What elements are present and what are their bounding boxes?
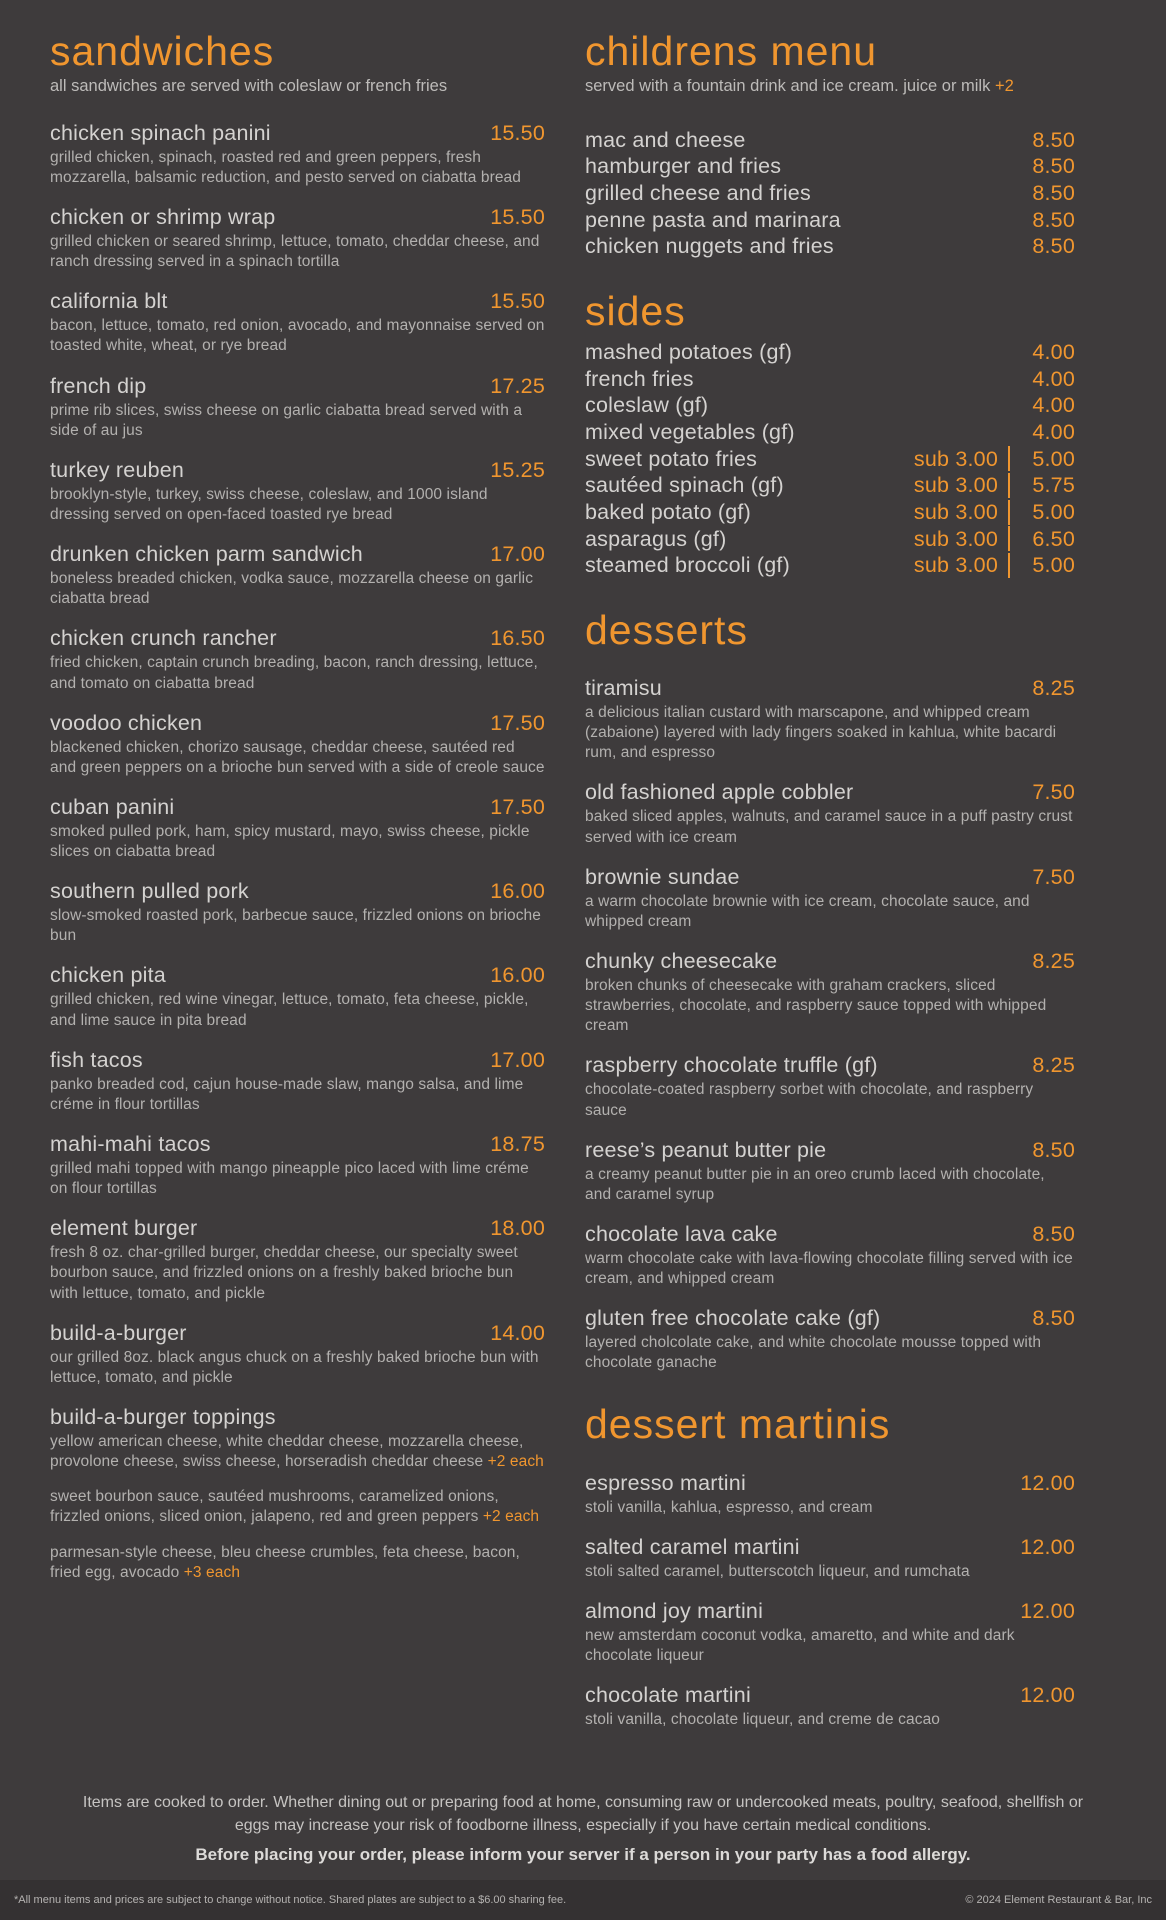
item-row [585, 865, 1075, 890]
item-name: sweet potato fries [585, 446, 758, 471]
item-description: a creamy peanut butter pie in an oreo crumb laced with chocolate, and caramel syrup [585, 1165, 1045, 1203]
footer-legal [82, 1791, 1085, 1868]
item-row [50, 1405, 545, 1430]
menu-item [585, 780, 1075, 847]
item-name: mahi-mahi tacos [50, 1132, 211, 1157]
item-name: chicken crunch rancher [50, 626, 277, 651]
item-sub-price: sub 3.00 [913, 473, 998, 498]
item-description [50, 1487, 545, 1527]
item-name: raspberry chocolate truffle (gf) [585, 1053, 878, 1078]
item-row [585, 780, 1075, 805]
item-name: fish tacos [50, 1047, 143, 1072]
item-name: chicken pita [50, 963, 166, 988]
item-row [585, 1683, 1075, 1708]
item-price: 17.50 [490, 794, 545, 819]
item-row [50, 374, 545, 399]
menu-item [50, 1405, 545, 1583]
item-price: 17.25 [490, 373, 545, 398]
menu-item [50, 121, 545, 188]
fine-print-left: *All menu items and prices are subject to change without notice. Shared plates are subject to a $6.00 sharing fee. [14, 1894, 567, 1906]
topping-upcharge: +2 each [487, 1453, 544, 1471]
menu-item [585, 472, 1075, 499]
item-description: slow-smoked roasted pork, barbecue sauce, frizzled onions on brioche bun [50, 907, 542, 945]
item-price: 8.50 [1032, 1221, 1075, 1246]
item-price: 15.50 [490, 289, 545, 314]
item-name: chocolate martini [585, 1683, 751, 1708]
item-row [585, 392, 1075, 419]
item-sub-price: sub 3.00 [913, 526, 998, 551]
item-description: a delicious italian custard with marscapone, and whipped cream (zabaione) layered with lady fingers soaked in kahlua, white bacardi rum, and espresso [585, 703, 1057, 762]
menu-item [585, 1138, 1075, 1205]
item-description: stoli vanilla, chocolate liqueur, and creme de cacao [585, 1711, 941, 1729]
item-price: 14.00 [490, 1320, 545, 1345]
item-price: 18.00 [490, 1216, 545, 1241]
item-price: 17.50 [490, 710, 545, 735]
section-subtitle [585, 76, 1075, 97]
item-price: 5.00 [1032, 446, 1075, 471]
item-name: chicken nuggets and fries [585, 234, 834, 259]
topping-list-text: yellow american cheese, white cheddar cheese, mozzarella cheese, provolone cheese, swiss cheese, horseradish cheddar cheese [50, 1433, 524, 1471]
section-items [585, 127, 1075, 260]
item-description: blackened chicken, chorizo sausage, cheddar cheese, sautéed red and green peppers on a brioche bun served with a side of creole sauce [50, 738, 545, 776]
item-description: stoli vanilla, kahlua, espresso, and cream [585, 1498, 873, 1516]
menu-item [585, 499, 1075, 526]
item-price: 8.50 [1032, 180, 1075, 205]
menu-item [585, 446, 1075, 473]
item-description: fresh 8 oz. char-grilled burger, cheddar cheese, our specialty sweet bourbon sauce, and frizzled onions on a freshly baked brioche bun with lettuce, tomato, and pickle [50, 1244, 518, 1302]
item-description: our grilled 8oz. black angus chuck on a freshly baked brioche bun with lettuce, tomato, and pickle [50, 1348, 539, 1386]
item-row [585, 153, 1075, 180]
item-row [585, 1471, 1075, 1496]
menu-item [585, 676, 1075, 763]
menu-item [585, 865, 1075, 932]
item-description: grilled mahi topped with mango pineapple pico laced with lime créme on flour tortillas [50, 1160, 529, 1198]
section-desserts [585, 606, 1075, 1374]
item-name: almond joy martini [585, 1598, 764, 1623]
item-row [585, 180, 1075, 207]
item-price: 18.75 [490, 1132, 545, 1157]
section-items [50, 121, 545, 1583]
item-row [50, 879, 545, 904]
item-price: 15.50 [490, 120, 545, 145]
item-description: stoli salted caramel, butterscotch liqueur, and rumchata [585, 1562, 970, 1580]
topping-upcharge: +2 each [482, 1508, 540, 1526]
item-name: grilled cheese and fries [585, 180, 811, 205]
item-row [585, 366, 1075, 393]
menu-item [585, 153, 1075, 180]
section-subtitle-upcharge: +2 [994, 77, 1014, 96]
item-price: 17.00 [490, 542, 545, 567]
item-row [50, 205, 545, 230]
item-name: mashed potatoes (gf) [585, 340, 793, 364]
allergy-notice: Before placing your order, please inform your server if a person in your party has a food allergy. [195, 1845, 971, 1865]
item-name: chunky cheesecake [585, 948, 778, 973]
item-description: warm chocolate cake with lava-flowing chocolate filling served with ice cream, and whipped cream [585, 1249, 1073, 1288]
item-name: chicken spinach panini [50, 120, 271, 145]
item-price: 4.00 [1032, 419, 1075, 444]
item-price: 8.50 [1032, 1306, 1075, 1331]
menu-item [585, 366, 1075, 393]
item-row [585, 419, 1075, 446]
item-description: bacon, lettuce, tomato, red onion, avocado, and mayonnaise served on toasted white, wheat, or rye bread [50, 317, 545, 355]
item-price: 8.50 [1032, 127, 1075, 152]
menu-item [585, 419, 1075, 446]
cooked-to-order-notice: Items are cooked to order. Whether dining out or preparing food at home, consuming raw or undercooked meats, poultry, seafood, shellfish or eggs may increase your risk of foodborne illness, especially if you have certain medical conditions. [82, 1793, 1084, 1835]
section-childrens-menu [585, 30, 1075, 260]
section-items [585, 339, 1075, 579]
menu-item [50, 1321, 545, 1388]
item-name: mac and cheese [585, 127, 746, 152]
item-row [585, 552, 1075, 579]
item-sub-price: sub 3.00 [913, 446, 998, 471]
item-name: sautéed spinach (gf) [585, 473, 784, 498]
item-description [50, 1432, 545, 1472]
menu-item [50, 1216, 545, 1303]
item-price: 12.00 [1020, 1534, 1075, 1559]
menu-item [585, 526, 1075, 553]
menu-item [585, 1599, 1075, 1666]
item-description: layered cholcolate cake, and white chocolate mousse topped with chocolate ganache [585, 1334, 1042, 1372]
item-row [585, 127, 1075, 154]
section-sides [585, 287, 1075, 579]
menu-item [585, 1306, 1075, 1373]
price-divider [1008, 446, 1010, 471]
item-row [50, 1216, 545, 1241]
item-price: 15.50 [490, 204, 545, 229]
price-divider [1008, 553, 1010, 578]
topping-upcharge: +3 each [183, 1563, 241, 1581]
item-row [585, 1222, 1075, 1247]
item-price: 4.00 [1032, 393, 1075, 418]
item-price: 16.50 [490, 626, 545, 651]
topping-list-text: parmesan-style cheese, bleu cheese crumbles, feta cheese, bacon, fried egg, avocado [50, 1543, 520, 1581]
item-name: tiramisu [585, 675, 662, 700]
item-sub-price: sub 3.00 [913, 499, 998, 524]
item-row [50, 289, 545, 314]
section-sandwiches [50, 30, 545, 1583]
menu-item [585, 339, 1075, 366]
section-title: dessert martinis [585, 1401, 891, 1448]
item-description: fried chicken, captain crunch breading, bacon, ranch dressing, lettuce, and tomato on ciabatta bread [50, 654, 538, 692]
menu-item [50, 963, 545, 1030]
menu-item [50, 1132, 545, 1199]
item-name: cuban panini [50, 794, 175, 819]
item-description: a warm chocolate brownie with ice cream, chocolate sauce, and whipped cream [585, 892, 1030, 930]
item-price: 17.00 [490, 1047, 545, 1072]
price-divider [1008, 526, 1010, 551]
item-row [585, 1599, 1075, 1624]
item-name: voodoo chicken [50, 710, 203, 735]
topping-list-text: sweet bourbon sauce, sautéed mushrooms, caramelized onions, frizzled onions, sliced onion, jalapeno, red and green peppers [50, 1488, 499, 1526]
item-price: 7.50 [1032, 780, 1075, 805]
item-name: chicken or shrimp wrap [50, 204, 276, 229]
item-row [585, 499, 1075, 526]
menu-item [585, 1471, 1075, 1518]
item-price: 16.00 [490, 963, 545, 988]
item-name: baked potato (gf) [585, 499, 751, 524]
menu-item [585, 207, 1075, 234]
item-price: 16.00 [490, 879, 545, 904]
item-name: coleslaw (gf) [585, 393, 709, 418]
item-row [50, 121, 545, 146]
item-row [585, 949, 1075, 974]
item-price: 8.50 [1032, 234, 1075, 259]
left-column [50, 30, 545, 1760]
item-description: broken chunks of cheesecake with graham crackers, sliced strawberries, chocolate, and raspberry sauce topped with whipped cream [585, 976, 1047, 1035]
item-name: penne pasta and marinara [585, 207, 841, 232]
price-divider [1008, 473, 1010, 498]
menu-item [585, 180, 1075, 207]
item-row [585, 207, 1075, 234]
item-name: southern pulled pork [50, 879, 249, 904]
fine-print-bar [0, 1880, 1166, 1920]
item-description: grilled chicken or seared shrimp, lettuce, tomato, cheddar cheese, and ranch dressing served in a spinach tortilla [50, 232, 540, 271]
price-divider [1008, 500, 1010, 525]
item-price: 7.50 [1032, 864, 1075, 889]
section-dessert-martinis [585, 1403, 1075, 1730]
menu-item [585, 1053, 1075, 1120]
item-price: 5.00 [1032, 553, 1075, 578]
item-row [50, 626, 545, 651]
menu-item [50, 711, 545, 778]
right-column [585, 30, 1075, 1760]
item-description: panko breaded cod, cajun house-made slaw, mango salsa, and lime créme in flour tortillas [50, 1075, 524, 1113]
menu-item [585, 1683, 1075, 1730]
menu-item [585, 392, 1075, 419]
menu-item [50, 374, 545, 441]
menu-item [585, 1535, 1075, 1582]
item-description: prime rib slices, swiss cheese on garlic ciabatta bread served with a side of au jus [50, 401, 523, 439]
item-price: 8.50 [1032, 1137, 1075, 1162]
menu-item [585, 1222, 1075, 1289]
menu-item [50, 542, 545, 609]
menu-item [585, 949, 1075, 1036]
menu-item [50, 795, 545, 862]
item-price: 8.50 [1032, 207, 1075, 232]
item-name: asparagus (gf) [585, 526, 727, 551]
item-row [50, 542, 545, 567]
item-row [50, 458, 545, 483]
item-price: 8.25 [1032, 1053, 1075, 1078]
section-subtitle [50, 76, 545, 97]
item-row [585, 526, 1075, 553]
item-price: 4.00 [1032, 366, 1075, 391]
section-subtitle-text: all sandwiches are served with coleslaw or french fries [50, 77, 448, 96]
item-name: french fries [585, 366, 694, 391]
item-name: brownie sundae [585, 864, 740, 889]
item-name: hamburger and fries [585, 154, 782, 179]
menu-item [585, 552, 1075, 579]
section-title: sandwiches [50, 28, 275, 74]
item-description: smoked pulled pork, ham, spicy mustard, mayo, swiss cheese, pickle slices on ciabatta bread [50, 822, 530, 861]
item-name: california blt [50, 289, 168, 314]
menu-item [50, 626, 545, 693]
section-subtitle-text: served with a fountain drink and ice cream. juice or milk [585, 77, 991, 96]
item-price: 15.25 [490, 457, 545, 482]
item-name: espresso martini [585, 1470, 746, 1495]
item-name: gluten free chocolate cake (gf) [585, 1306, 881, 1331]
item-price: 8.50 [1032, 154, 1075, 179]
section-title: sides [585, 287, 686, 334]
item-sub-price: sub 3.00 [913, 553, 998, 578]
item-row [585, 1138, 1075, 1163]
item-price: 12.00 [1020, 1683, 1075, 1708]
item-row [585, 1535, 1075, 1560]
item-price: 12.00 [1020, 1470, 1075, 1495]
item-row [50, 1321, 545, 1346]
item-row [585, 1053, 1075, 1078]
item-row [50, 963, 545, 988]
item-row [585, 1306, 1075, 1331]
item-price: 6.50 [1032, 526, 1075, 551]
item-description: new amsterdam coconut vodka, amaretto, and white and dark chocolate liqueur [585, 1626, 1015, 1664]
item-row [585, 446, 1075, 473]
item-row [585, 676, 1075, 701]
section-title: childrens menu [585, 28, 878, 74]
section-title: desserts [585, 606, 748, 653]
item-price: 5.00 [1032, 499, 1075, 524]
item-name: steamed broccoli (gf) [585, 553, 790, 578]
item-description: baked sliced apples, walnuts, and caramel sauce in a puff pastry crust served with ice cream [585, 808, 1073, 846]
item-row [585, 339, 1075, 366]
item-name: french dip [50, 373, 147, 398]
item-price: 8.25 [1032, 675, 1075, 700]
item-row [50, 1132, 545, 1157]
item-name: drunken chicken parm sandwich [50, 542, 363, 567]
item-row [50, 711, 545, 736]
item-name: salted caramel martini [585, 1534, 800, 1559]
item-row [585, 472, 1075, 499]
item-row [50, 1048, 545, 1073]
item-name: element burger [50, 1216, 198, 1241]
item-name: old fashioned apple cobbler [585, 780, 854, 805]
item-price: 5.75 [1032, 473, 1075, 498]
section-items [585, 1471, 1075, 1731]
item-name: build-a-burger toppings [50, 1405, 276, 1430]
item-row [585, 233, 1075, 260]
item-name: build-a-burger [50, 1320, 187, 1345]
item-description: brooklyn-style, turkey, swiss cheese, coleslaw, and 1000 island dressing served on open-faced toasted rye bread [50, 485, 488, 523]
item-description: boneless breaded chicken, vodka sauce, mozzarella cheese on garlic ciabatta bread [50, 570, 534, 608]
menu-item [585, 127, 1075, 154]
item-description [50, 1543, 545, 1583]
item-price: 8.25 [1032, 948, 1075, 973]
item-name: mixed vegetables (gf) [585, 419, 795, 444]
menu-item [50, 205, 545, 272]
item-description: grilled chicken, red wine vinegar, lettuce, tomato, feta cheese, pickle, and lime sauce in pita bread [50, 991, 529, 1029]
item-description: chocolate-coated raspberry sorbet with chocolate, and raspberry sauce [585, 1081, 1034, 1119]
fine-print-right: © 2024 Element Restaurant & Bar, Inc [965, 1894, 1152, 1906]
menu-item [50, 1048, 545, 1115]
item-price: 4.00 [1032, 340, 1075, 364]
menu-item [50, 458, 545, 525]
menu-item [585, 233, 1075, 260]
section-items [585, 676, 1075, 1374]
item-name: reese’s peanut butter pie [585, 1137, 827, 1162]
item-name: chocolate lava cake [585, 1221, 778, 1246]
item-row [50, 795, 545, 820]
item-price: 12.00 [1020, 1598, 1075, 1623]
menu-item [50, 289, 545, 356]
menu-item [50, 879, 545, 946]
item-description: grilled chicken, spinach, roasted red and green peppers, fresh mozzarella, balsamic reduction, and pesto served on ciabatta bread [50, 148, 522, 186]
item-name: turkey reuben [50, 457, 185, 482]
